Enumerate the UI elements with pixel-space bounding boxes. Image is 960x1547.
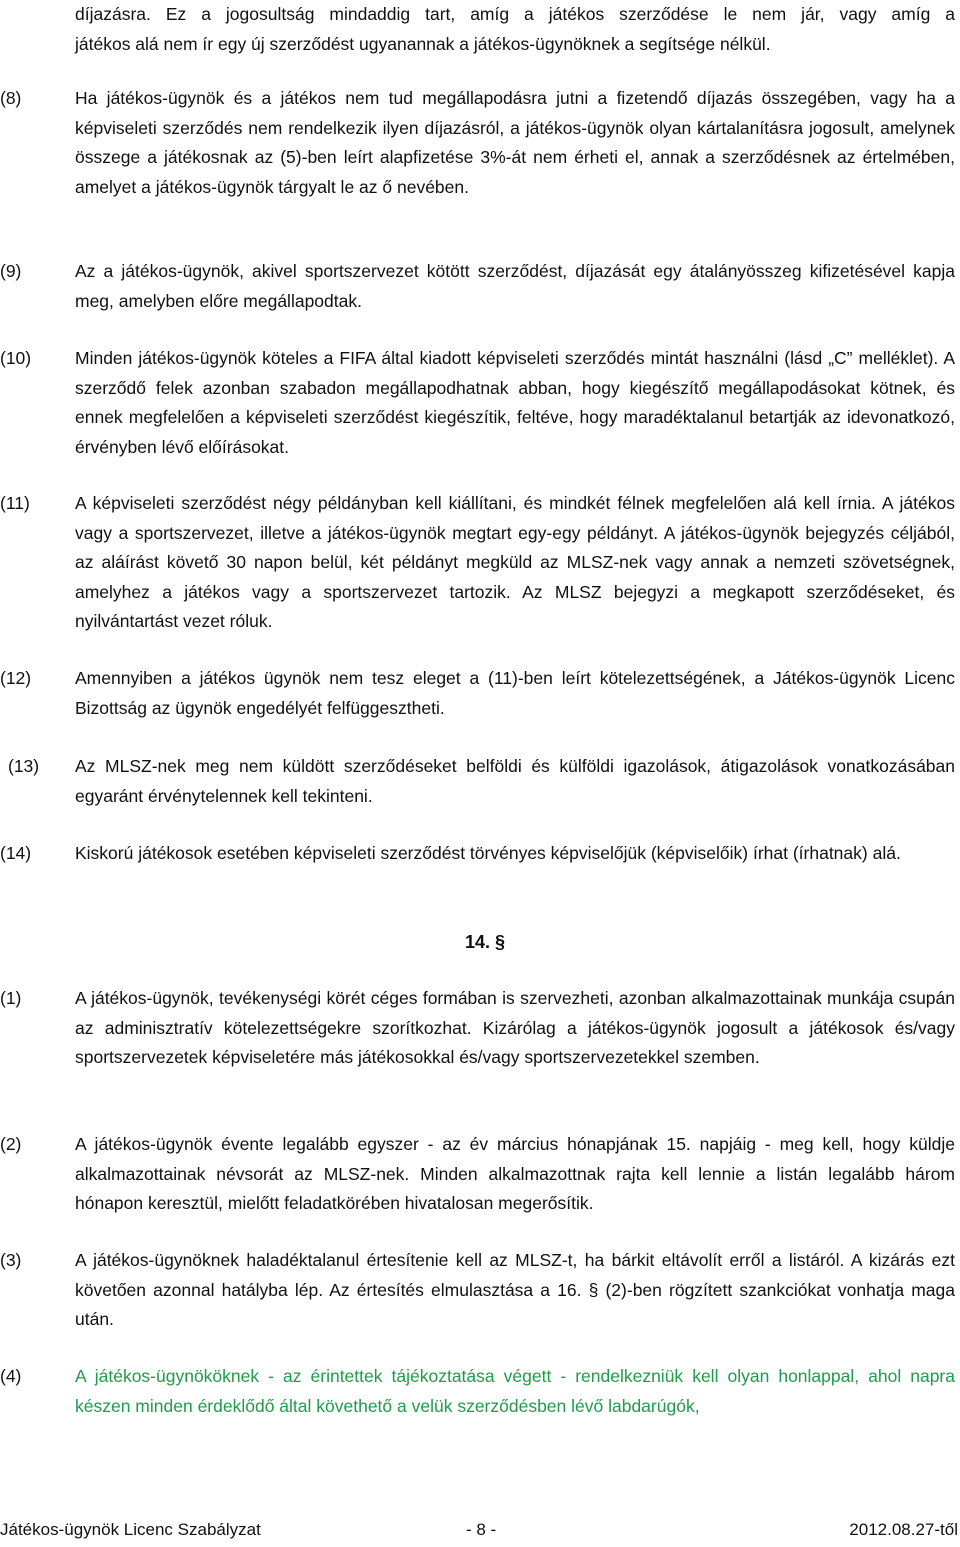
section-paragraph-4 (0, 1362, 960, 1421)
paragraph-number: (11) (0, 493, 30, 513)
paragraph-10 (0, 344, 960, 462)
page-footer (0, 1516, 960, 1544)
footer-page-number: - 8 - (466, 1520, 497, 1539)
paragraph-text: Kiskorú játékosok esetében képviseleti szerződést törvényes képviselőjük (képviselőik) írhat (írhatnak) alá. (75, 843, 901, 863)
section-paragraph-2 (0, 1130, 960, 1219)
paragraph-number: (4) (0, 1366, 22, 1386)
paragraph-number: (9) (0, 261, 22, 281)
intro-line-1: díjazásra. Ez a jogosultság mindaddig tart, amíg a játékos szerződése le nem jár, vagy amíg a (75, 4, 955, 24)
paragraph-13 (0, 752, 960, 811)
paragraph-text-highlighted: A játékos-ügynököknek - az érintettek tájékoztatása végett - rendelkezniük kell olyan honlappal, ahol napra készen minden érdeklődő által követhető a velük szerződésben lévő labdarúgók, (75, 1366, 955, 1416)
section-paragraph-3 (0, 1246, 960, 1335)
paragraph-14 (0, 839, 960, 869)
paragraph-9 (0, 257, 960, 316)
paragraph-number: (13) (8, 756, 40, 776)
section-title: 14. § (464, 932, 506, 952)
intro-text (75, 0, 955, 59)
paragraph-text: Amennyiben a játékos ügynök nem tesz eleget a (11)-ben leírt kötelezettségének, a Játékos-ügynök Licenc Bizottság az ügynök engedélyét felfüggesztheti. (75, 668, 955, 718)
paragraph-number: (14) (0, 843, 32, 863)
paragraph-number: (1) (0, 988, 22, 1008)
paragraph-number: (10) (0, 348, 32, 368)
footer-effective-date: 2012.08.27-től (849, 1520, 958, 1539)
section-heading (0, 928, 960, 958)
paragraph-number: (2) (0, 1134, 22, 1154)
paragraph-number: (12) (0, 668, 32, 688)
section-paragraph-1 (0, 984, 960, 1073)
footer-document-title: Játékos-ügynök Licenc Szabályzat (0, 1520, 261, 1539)
paragraph-11 (0, 489, 960, 637)
paragraph-12 (0, 664, 960, 723)
paragraph-number: (8) (0, 88, 22, 108)
paragraph-text: Ha játékos-ügynök és a játékos nem tud megállapodásra jutni a fizetendő díjazás összegében, vagy ha a képviseleti szerződés nem rendelkezik ilyen díjazásról, a játékos-ügynök olyan kártalanításra jogosult, amelynek összege a játékosnak az (5)-ben leírt alapfizetése 3%-át nem érheti el, annak a szerződésnek az értelmében, amelyet a játékos-ügynök tárgyalt le az ő nevében. (75, 88, 955, 197)
paragraph-text: A képviseleti szerződést négy példányban kell kiállítani, és mindkét félnek megfelelően alá kell írnia. A játékos vagy a sportszervezet, illetve a játékos-ügynök megtart egy-egy példányt. A játékos-ügynök bejegyzés céljából, az aláírást követő 30 napon belül, két példányt megküld az MLSZ-nek vagy annak a nemzeti szövetségnek, amelyhez a játékos vagy a sportszervezet tartozik. Az MLSZ bejegyzi a megkapott szerződéseket, és nyilvántartást vezet róluk. (75, 493, 955, 631)
paragraph-text: A játékos-ügynöknek haladéktalanul értesítenie kell az MLSZ-t, ha bárkit eltávolít erről a listáról. A kizárás ezt követően azonnal hatályba lép. Az értesítés elmulasztása a 16. § (2)-ben rögzített szankciókat vonhatja maga után. (75, 1250, 955, 1329)
paragraph-text: A játékos-ügynök évente legalább egyszer - az év március hónapjának 15. napjáig - meg kell, hogy küldje alkalmazottainak névsorát az MLSZ-nek. Minden alkalmazottnak rajta kell lennie a listán legalább három hónapon keresztül, mielőtt feladatkörében hivatalosan megerősítik. (75, 1134, 955, 1213)
paragraph-text: Az MLSZ-nek meg nem küldött szerződéseket belföldi és külföldi igazolások, átigazolások vonatkozásában egyaránt érvénytelennek kell tekinteni. (75, 756, 955, 806)
paragraph-8 (0, 84, 960, 202)
paragraph-number: (3) (0, 1250, 22, 1270)
paragraph-text: Az a játékos-ügynök, akivel sportszervezet kötött szerződést, díjazását egy átalányösszeg kifizetésével kapja meg, amelyben előre megállapodtak. (75, 261, 955, 311)
paragraph-text: Minden játékos-ügynök köteles a FIFA által kiadott képviseleti szerződés mintát használni (lásd „C” melléklet). A szerződő felek azonban szabadon megállapodhatnak abban, hogy kiegészítő megállapodásokat kötnek, és ennek megfelelően a képviseleti szerződést kiegészítik, feltéve, hogy maradéktalanul betartják az idevonatkozó, érvényben lévő előírásokat. (75, 348, 955, 457)
intro-line-2: játékos alá nem ír egy új szerződést ugyanannak a játékos-ügynöknek a segítsége nélkül. (75, 33, 771, 54)
paragraph-text: A játékos-ügynök, tevékenységi körét céges formában is szervezheti, azonban alkalmazottainak munkája csupán az adminisztratív kötelezettségekre szorítkozhat. Kizárólag a játékos-ügynök jogosult a játékosok és/vagy sportszervezetek képviseletére más játékosokkal és/vagy sportszervezetekkel szemben. (75, 988, 955, 1067)
